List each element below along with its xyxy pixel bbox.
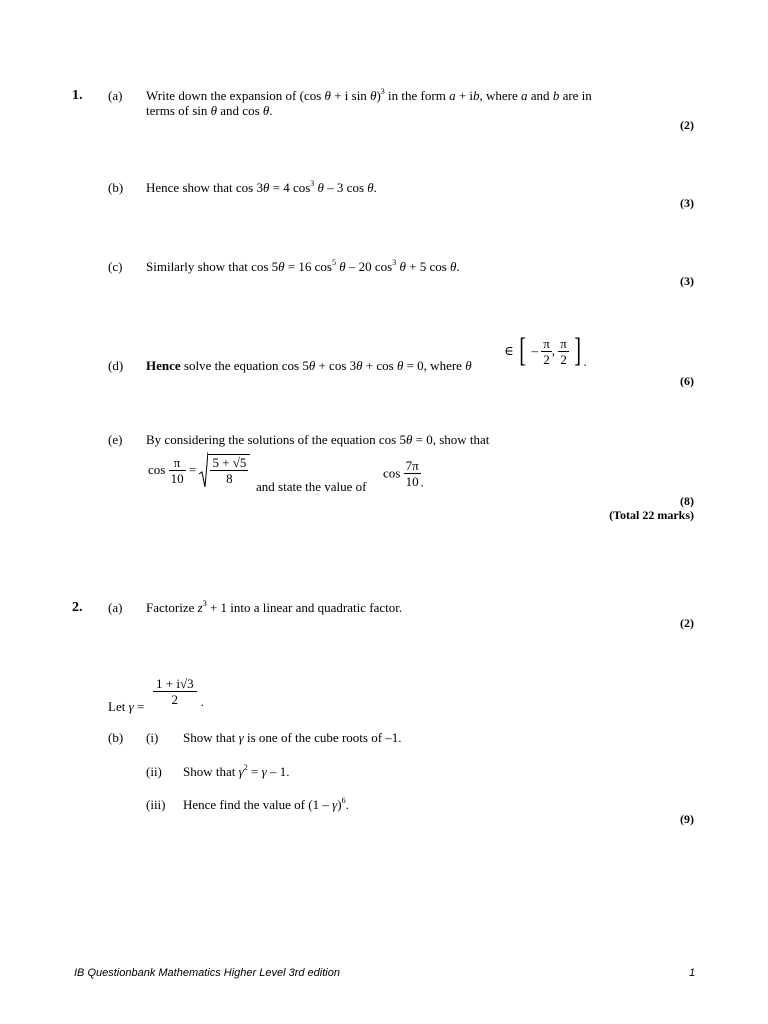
q1b-text: Hence show that cos 3θ = 4 $\cos^3 \theta - 3$ cos θ.	[146, 179, 377, 195]
footer-page-number: 1	[689, 967, 696, 979]
q2a-text: Factorize $z^3 + 1$ into a linear and quadratic factor.	[146, 599, 403, 615]
q1e-label: (e)	[108, 432, 123, 447]
question-1-number: 1.	[72, 88, 83, 103]
question-2-number: 2.	[72, 600, 83, 615]
q1a-text-line1: Write down the expansion of (cos θ + i sin θ)$^3$ in the form a + ib, where a and b are in	[146, 87, 592, 103]
footer-source: IB Questionbank Mathematics Higher Level 3rd edition	[74, 967, 340, 979]
q2b-i-text: Show that γ is one of the cube roots of –1.	[183, 730, 402, 745]
q1e-state-text: and state the value of	[256, 479, 367, 494]
q1e-marks: (8)	[680, 494, 694, 508]
let-gamma-text: Let γ =	[108, 699, 145, 714]
q1a-text-line2: terms of sin θ and cos θ.	[146, 103, 273, 118]
q1d-label: (d)	[108, 358, 124, 373]
gamma-fraction: $\frac{1 + i√3}{2}$ .	[153, 676, 204, 710]
q1-total-marks: (Total 22 marks)	[609, 508, 694, 522]
q1d-marks: (6)	[680, 374, 694, 388]
q1c-text: Similarly show that cos 5θ = 16 $\cos^5 \theta - 20$ $\cos^3 \theta + 5$ cos θ.	[146, 258, 460, 274]
q2a-label: (a)	[108, 600, 123, 615]
q1a-marks: (2)	[680, 118, 694, 132]
q1c-label: (c)	[108, 259, 123, 274]
q1a-label: (a)	[108, 88, 123, 103]
q1e-formula: cos $\frac{\pi}{10}$ = $\frac{5 + √5}{8}$	[148, 452, 250, 488]
q1d-interval: ∈ [ – $\frac{\pi}{2}$ , $\frac{\pi}{2}$ ] .	[504, 332, 587, 369]
q2b-ii-text: Show that $\gamma^2 = \gamma - 1$.	[183, 763, 290, 779]
q2b-iii-text: Hence find the value of (1 – γ)$^6$.	[183, 796, 349, 812]
q2a-marks: (2)	[680, 616, 694, 630]
q1b-label: (b)	[108, 180, 124, 195]
q2b-i-label: (i)	[146, 730, 159, 745]
q2b-ii-label: (ii)	[146, 764, 162, 779]
q2b-iii-label: (iii)	[146, 797, 166, 812]
q1e-cos-7pi-10: cos $\frac{7\pi}{10}$ .	[383, 458, 424, 490]
q1c-marks: (3)	[680, 274, 694, 288]
q2b-marks: (9)	[680, 812, 694, 826]
q2b-label: (b)	[108, 730, 124, 745]
q1e-text: By considering the solutions of the equation cos 5θ = 0, show that	[146, 432, 490, 447]
q1d-text: Hence solve the equation cos 5θ + cos 3θ + cos θ = 0, where θ	[146, 358, 472, 373]
q1b-marks: (3)	[680, 196, 694, 210]
